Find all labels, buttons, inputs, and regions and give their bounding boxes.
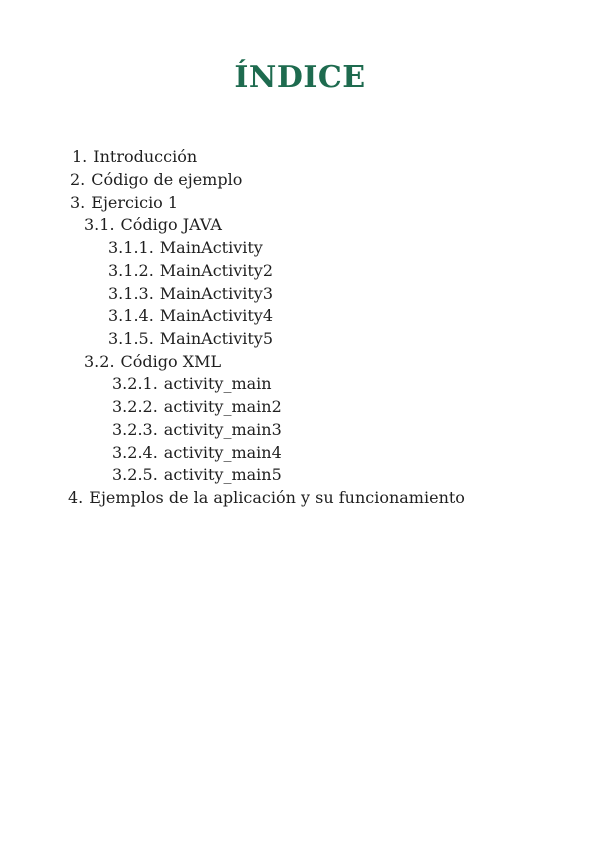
toc-item-label: MainActivity4: [159, 306, 274, 325]
toc-item-mainactivity2: [108, 260, 273, 282]
toc-item-number: 4.: [68, 488, 84, 507]
toc-item-number: 2.: [70, 170, 86, 189]
toc-item-label: Código JAVA: [120, 215, 222, 234]
toc-item-activity-main2: [112, 396, 282, 418]
toc-item-ejemplos: [68, 487, 465, 509]
toc-item-number: 1.: [72, 147, 88, 166]
toc-item-number: 3.1.4.: [108, 306, 154, 325]
toc-item-number: 3.1.1.: [108, 238, 154, 257]
toc-item-number: 3.1.5.: [108, 329, 154, 348]
toc-item-mainactivity3: [108, 283, 273, 305]
toc-item-label: MainActivity3: [159, 284, 274, 303]
toc-item-number: 3.2.4.: [112, 443, 158, 462]
toc-item-mainactivity: [108, 237, 263, 259]
toc-item-number: 3.1.3.: [108, 284, 154, 303]
toc-item-label: MainActivity: [159, 238, 263, 257]
toc-item-activity-main5: [112, 464, 282, 486]
toc-item-number: 3.2.5.: [112, 465, 158, 484]
toc-item-number: 3.1.: [84, 215, 115, 234]
toc-item-number: 3.1.2.: [108, 261, 154, 280]
toc-item-mainactivity5: [108, 328, 273, 350]
toc-item-label: activity_main2: [163, 397, 282, 416]
toc-item-label: activity_main5: [163, 465, 282, 484]
toc-item-activity-main4: [112, 442, 282, 464]
toc-item-codigo-java: [84, 214, 222, 236]
toc-item-number: 3.: [70, 193, 86, 212]
toc-item-label: activity_main: [163, 374, 272, 393]
toc-item-activity-main3: [112, 419, 282, 441]
toc-item-activity-main: [112, 373, 272, 395]
toc-item-number: 3.2.: [84, 352, 115, 371]
toc-item-number: 3.2.1.: [112, 374, 158, 393]
toc-item-ejercicio-1: [70, 192, 178, 214]
toc-item-label: Ejercicio 1: [91, 193, 179, 212]
toc-item-label: MainActivity2: [159, 261, 274, 280]
toc-item-number: 3.2.2.: [112, 397, 158, 416]
toc-item-codigo-xml: [84, 351, 221, 373]
toc-item-codigo-de-ejemplo: [70, 169, 242, 191]
toc-item-label: Ejemplos de la aplicación y su funcionamiento: [89, 488, 465, 507]
page-title: ÍNDICE: [234, 60, 366, 95]
toc-item-label: MainActivity5: [159, 329, 274, 348]
toc-item-number: 3.2.3.: [112, 420, 158, 439]
toc-item-mainactivity4: [108, 305, 273, 327]
toc-item-label: Introducción: [93, 147, 198, 166]
toc-item-label: activity_main3: [163, 420, 282, 439]
toc-item-introduccion: [72, 146, 197, 168]
toc-item-label: Código de ejemplo: [91, 170, 243, 189]
toc-item-label: activity_main4: [163, 443, 282, 462]
toc-item-label: Código XML: [120, 352, 222, 371]
